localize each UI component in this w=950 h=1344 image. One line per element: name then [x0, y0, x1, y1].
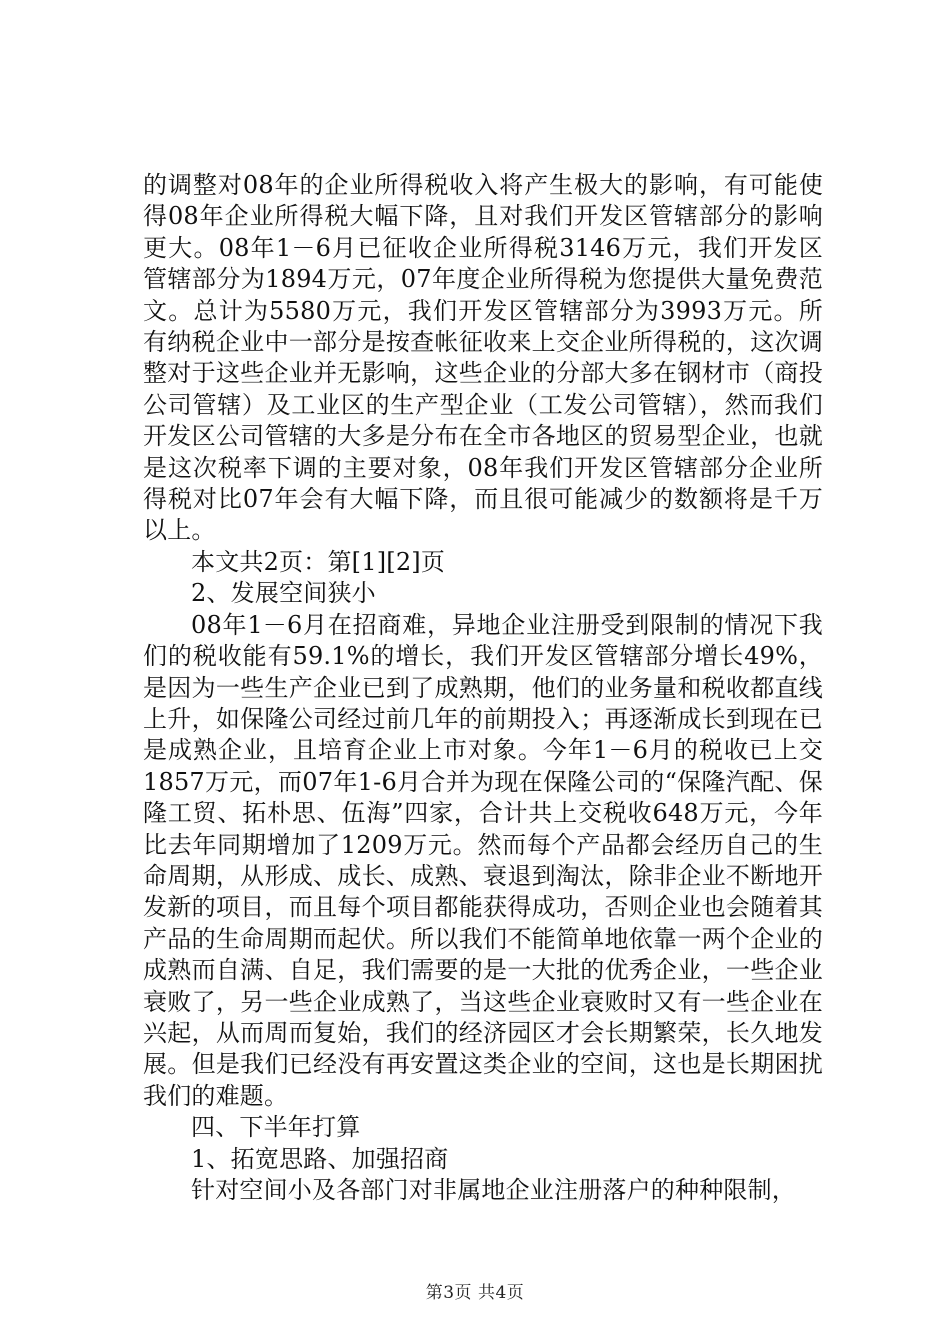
heading-second-half-plan: 四、下半年打算 [191, 1113, 361, 1142]
heading-broaden-ideas: 1、拓宽思路、加强招商 [191, 1144, 449, 1173]
paragraph-space-restrictions: 针对空间小及各部门对非属地企业注册落户的种种限制， [191, 1176, 796, 1204]
heading-development-space: 2、发展空间狭小 [191, 579, 376, 608]
paragraph-development-space: 08年1－6月在招商难，异地企业注册受到限制的情况下我们的税收能有59.1%的增长，我们开发区管辖部分增长49%，是因为一些生产企业已到了成熟期，他们的业务量和税收都直线上升，如保隆公司经过前几年的前期投入；再逐渐成长到现在已是成熟企业，且培育企业上市对象。今年1－6月的税收已上交1857万元，而07年1-6月合并为现在保隆公司的“保隆汽配、保隆工贸、拓朴思、伍海”四家，合计共上交税收648万元，今年比去年同期增加了1209万元。然而每个产品都会经历自己的生命周期，从形成、成长、成熟、衰退到淘汰，除非企业不断地开发新的项目，而且每个项目都能获得成功，否则企业也会随着其产品的生命周期而起伏。所以我们不能简单地依靠一两个企业的成熟而自满、自足，我们需要的是一大批的优秀企业，一些企业衰败了，另一些企业成熟了，当这些企业衰败时又有一些企业在兴起，从而周而复始，我们的经济园区才会长期繁荣，长久地发展。但是我们已经没有再安置这类企业的空间，这也是长期困扰我们的难题。 [143, 610, 823, 1110]
paragraph-tax-impact: 的调整对08年的企业所得税收入将产生极大的影响，有可能使得08年企业所得税大幅下降，且对我们开发区管辖部分的影响更大。08年1－6月已征收企业所得税3146万元，我们开发区管辖部分为1894万元，07年度企业所得税为您提供大量免费范文。总计为5580万元，我们开发区管辖部分为3993万元。所有纳税企业中一部分是按查帐征收来上交企业所得税的，这次调整对于这些企业并无影响，这些企业的分部大多在钢材市（商投公司管辖）及工业区的生产型企业（工发公司管辖），然而我们开发区公司管辖的大多是分布在全市各地区的贸易型企业，也就是这次税率下调的主要对象，08年我们开发区管辖部分企业所得税对比07年会有大幅下降，而且很可能减少的数额将是千万以上。 [143, 171, 823, 545]
page-footer: 第3页 共4页 [425, 1283, 525, 1303]
document-body [143, 170, 823, 1206]
paragraph-page-links: 本文共2页：第[1][2]页 [191, 547, 446, 576]
